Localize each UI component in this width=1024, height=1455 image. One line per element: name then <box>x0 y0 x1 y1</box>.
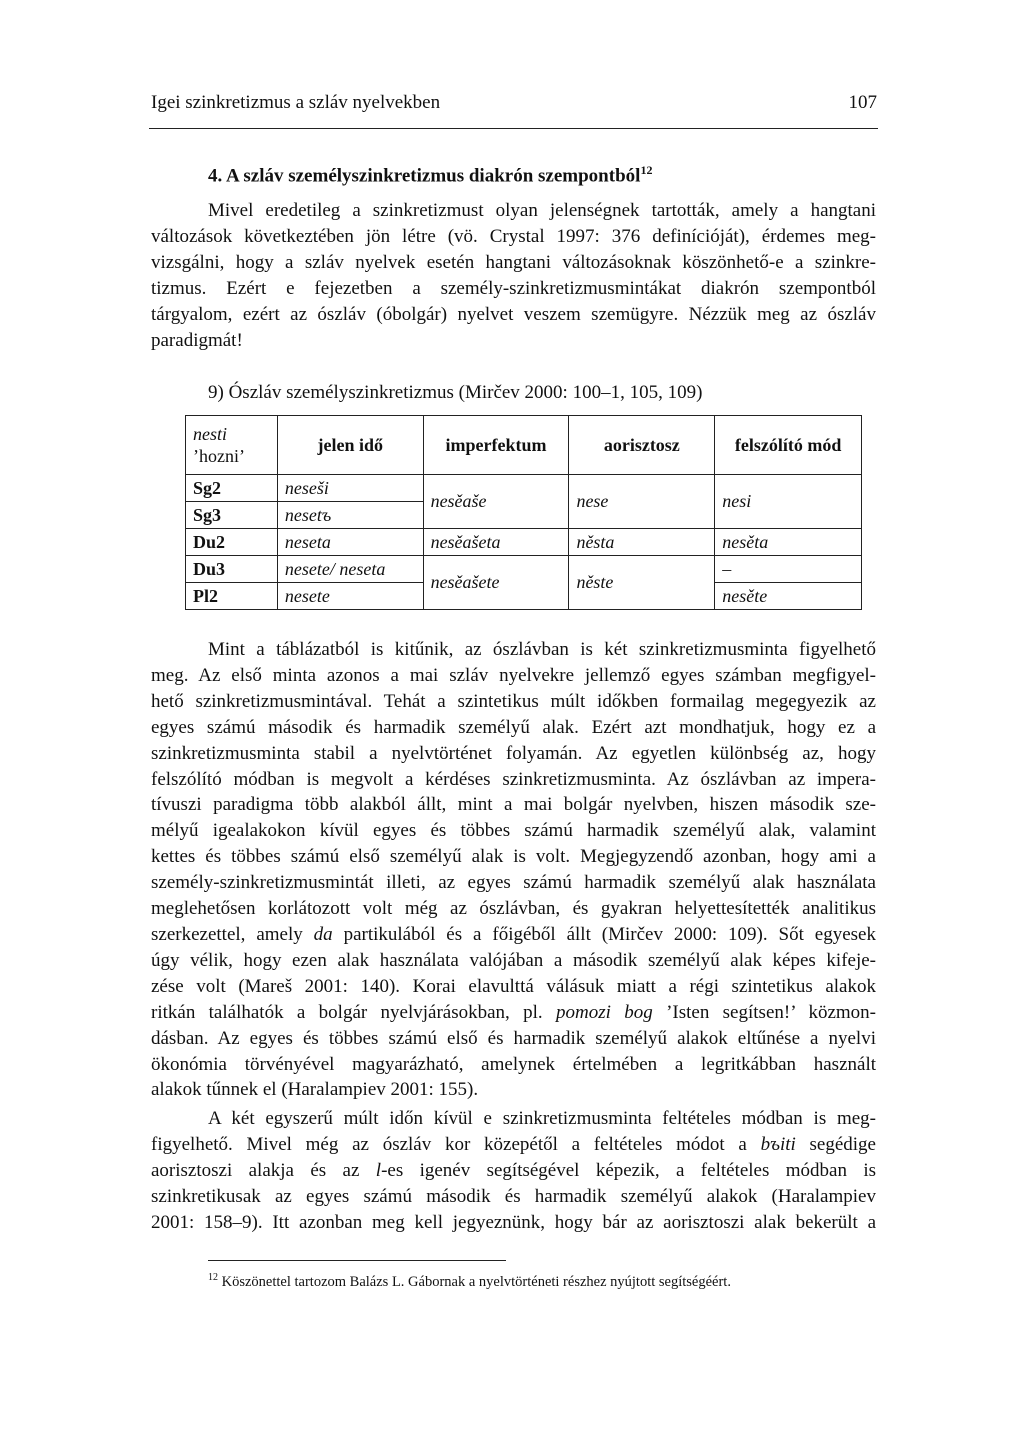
cell-du3pl2-imperfect: nesěašete <box>423 556 569 610</box>
section-title <box>208 163 652 187</box>
verb-infinitive: nesti <box>193 424 227 444</box>
paragraph-line: paradigmát! <box>151 329 243 351</box>
header-present: jelen idő <box>277 416 423 475</box>
italic-term: da <box>313 923 333 945</box>
cell-du2-imperfect: nesěašeta <box>423 529 569 556</box>
footnote-separator <box>208 1260 506 1261</box>
cell-pl2-imperative: nesěte <box>715 583 862 610</box>
paragraph-line: meglehetősen korlátozott volt még az ószlávban, és gyakran helyettesítették analitikus <box>151 898 876 920</box>
running-head <box>151 92 877 114</box>
table-caption: 9) Ószláv személyszinkretizmus (Mirčev 2000: 100–1, 105, 109) <box>208 382 703 403</box>
page-number: 107 <box>848 92 877 113</box>
cell-du2-aorist: něsta <box>569 529 715 556</box>
cell-sg2-present: neseši <box>277 475 423 502</box>
footnote <box>208 1272 731 1291</box>
cell-du3pl2-aorist: něste <box>569 556 715 610</box>
paragraph-line: tárgyalom, ezért az ószláv (óbolgár) nyelvet veszem szemügyre. Nézzük meg az ószláv <box>151 303 876 325</box>
paragraph-line: úgy vélik, hogy ezen alak használata valójában a második személyű alak képes kifeje- <box>151 949 876 971</box>
italic-term: l <box>375 1159 382 1181</box>
footnote-reference: 12 <box>640 163 653 177</box>
paragraph-line: változások következtében jön létre (vö. Crystal 1997: 376 definícióját), érdemes meg- <box>151 225 876 247</box>
row-label-du2: Du2 <box>186 529 278 556</box>
cell-sg3-present: nesetъ <box>277 502 423 529</box>
paragraph-line: kettes és többes számú első személyű alak is volt. Megjegyzendő azonban, hogy ami a <box>151 846 876 868</box>
paragraph-line: figyelhető. Mivel még az ószláv kor közepétől a feltételes módot a bъiti segédige <box>151 1133 876 1155</box>
intro-paragraph <box>151 198 876 353</box>
row-label-sg3: Sg3 <box>186 502 278 529</box>
row-label-pl2: Pl2 <box>186 583 278 610</box>
paragraph-line: meg. Az első minta azonos a mai szláv nyelvekre jellemző egyes számban megfigyel- <box>151 664 876 686</box>
cell-sg-imperative: nesi <box>715 475 862 529</box>
table-row-du3 <box>186 556 862 583</box>
table-header-row <box>186 416 862 475</box>
cell-du2-present: neseta <box>277 529 423 556</box>
paragraph-line: Mivel eredetileg a szinkretizmust olyan jelenségnek tartották, amely a hangtani <box>208 200 876 221</box>
paragraph-line: vizsgálni, hogy a szláv nyelvek esetén hangtani változásoknak köszönhető-e a szinkre- <box>151 251 876 273</box>
body-paragraph-1 <box>151 637 876 1103</box>
cell-du3-imperative: – <box>715 556 862 583</box>
cell-du2-imperative: nesěta <box>715 529 862 556</box>
table-row-sg2 <box>186 475 862 502</box>
row-label-sg2: Sg2 <box>186 475 278 502</box>
header-rule <box>149 128 878 129</box>
cell-pl2-present: nesete <box>277 583 423 610</box>
header-aorist: aorisztosz <box>569 416 715 475</box>
paragraph-line: A két egyszerű múlt időn kívül e szinkretizmusminta feltételes módban is meg- <box>208 1108 876 1129</box>
footnote-number: 12 <box>208 1272 218 1283</box>
row-label-du3: Du3 <box>186 556 278 583</box>
italic-term: pomozi bog <box>556 1001 653 1023</box>
paragraph-line: személy-szinkretizmusmintát illeti, az egyes számú harmadik személyű alak használata <box>151 872 876 894</box>
paradigm-table <box>185 415 862 610</box>
paragraph-line: ökonómia törvényével magyarázható, amelynek értelmében a legritkábban használt <box>151 1053 876 1075</box>
table-row-du2 <box>186 529 862 556</box>
paragraph-line: 2001: 158–9). Itt azonban meg kell jegyeznünk, hogy bár az aorisztoszi alak bekerült a <box>151 1211 876 1233</box>
paragraph-line: aorisztoszi alakja és az l-es igenév segítségével képezik, a feltételes módban is <box>151 1159 876 1181</box>
paragraph-line: szinkretizmusminta stabil a nyelvtörténet folyamán. Az egyetlen különbség az, hogy <box>151 742 876 764</box>
header-imperative: felszólító mód <box>715 416 862 475</box>
paragraph-line: egyes számú második és harmadik személyű alak. Ezért azt mondhatjuk, hogy ez a <box>151 716 876 738</box>
cell-sg-imperfect: nesěaše <box>423 475 569 529</box>
paragraph-line: hető szinkretizmusmintával. Tehát a szintetikus múlt időkben formailag megegyezik az <box>151 690 876 712</box>
paragraph-line: szinkretikusak az egyes számú második és harmadik személyű alakok (Haralampiev <box>151 1185 876 1207</box>
italic-term: bъiti <box>760 1133 796 1155</box>
running-head-title: Igei szinkretizmus a szláv nyelvekben <box>151 92 441 113</box>
paragraph-line: szerkezettel, amely da partikulából és a főigéből állt (Mirčev 2000: 109). Sőt egyesek <box>151 923 876 945</box>
cell-du3-present: nesete/ neseta <box>277 556 423 583</box>
paragraph-line: ritkán találhatók a bolgár nyelvjárásokban, pl. pomozi bog ’Isten segítsen!’ közmon- <box>151 1001 876 1023</box>
verb-gloss: ’hozni’ <box>193 446 245 466</box>
body-paragraph-2 <box>151 1106 876 1236</box>
footnote-text: Köszönettel tartozom Balázs L. Gábornak a nyelvtörténeti részhez nyújtott segítségéért. <box>221 1273 731 1290</box>
paragraph-line: mélyű igealakokon kívül egyes és többes számú harmadik személyű alak, valamint <box>151 820 876 842</box>
paragraph-line: alakok tűnnek el (Haralampiev 2001: 155). <box>151 1079 479 1101</box>
cell-sg-aorist: nese <box>569 475 715 529</box>
table-corner-cell <box>186 416 278 475</box>
paragraph-line: tizmus. Ezért e fejezetben a személy-szinkretizmusmintákat diakrón szempontból <box>151 277 876 299</box>
paragraph-line: zése volt (Mareš 2001: 140). Korai elavulttá válásuk miatt a régi szintetikus alakok <box>151 975 876 997</box>
header-imperfect: imperfektum <box>423 416 569 475</box>
paragraph-line: Mint a táblázatból is kitűnik, az ószlávban is két szinkretizmusminta figyelhető <box>208 639 876 660</box>
paragraph-line: dásban. Az egyes és többes számú első és harmadik személyű alakok eltűnése a nyelvi <box>151 1027 876 1049</box>
section-title-text: 4. A szláv személyszinkretizmus diakrón szempontból <box>208 165 641 187</box>
paragraph-line: tívuszi paradigma több alakból állt, mint a mai bolgár nyelvben, hiszen második sze- <box>151 794 876 816</box>
paragraph-line: felszólító módban is megvolt a kérdéses szinkretizmusminta. Az ószlávban az impera- <box>151 768 876 790</box>
